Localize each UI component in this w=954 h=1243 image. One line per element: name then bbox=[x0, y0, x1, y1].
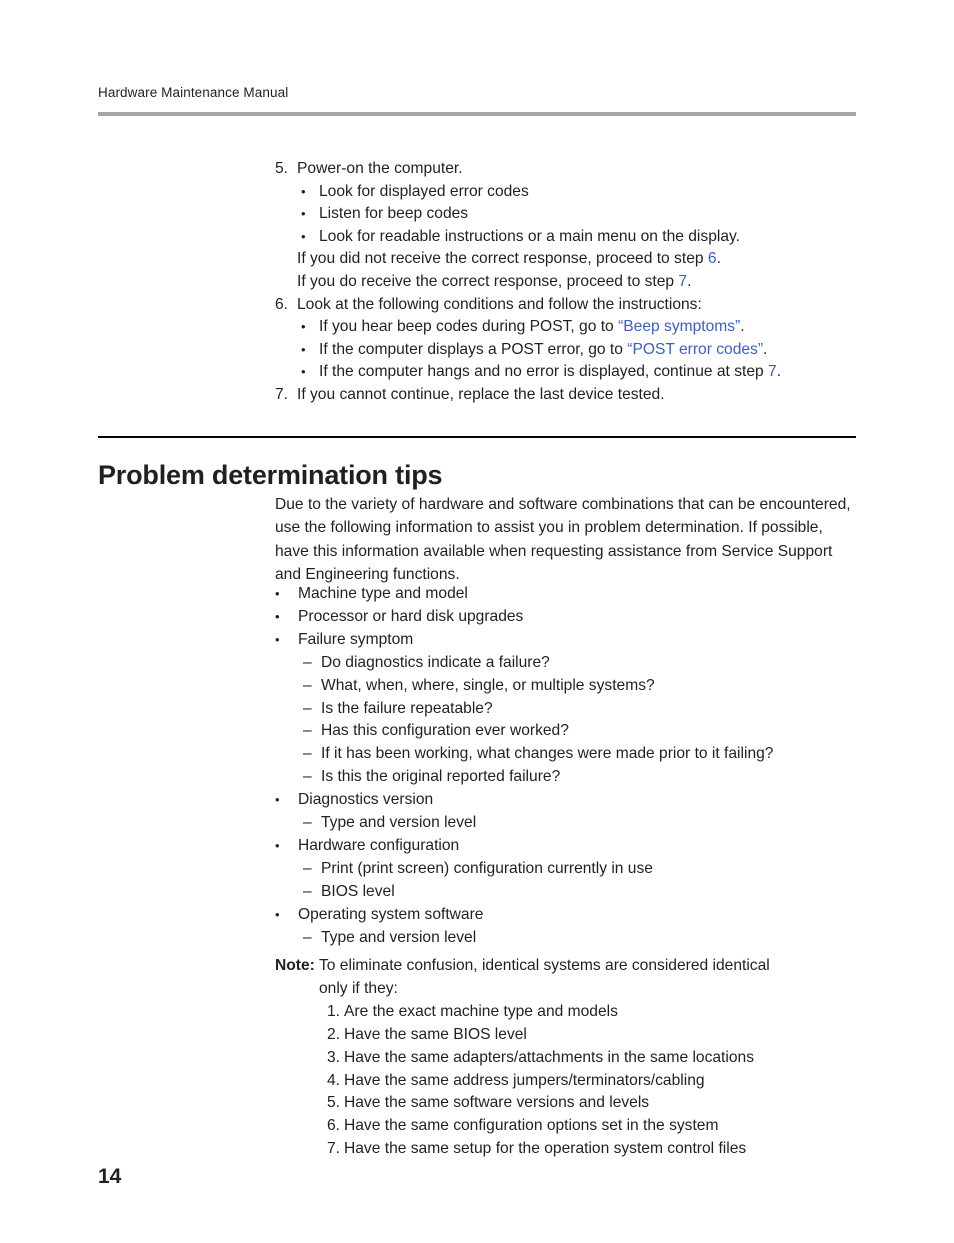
post-error-codes-link[interactable]: “POST error codes” bbox=[627, 340, 764, 358]
note-list-item bbox=[327, 1092, 860, 1115]
page-number: 14 bbox=[98, 1165, 122, 1188]
bullet-icon: • bbox=[301, 341, 306, 357]
list-item bbox=[275, 904, 860, 927]
sub-list-item bbox=[275, 858, 860, 881]
step-7-crossref-link[interactable]: 7 bbox=[678, 272, 688, 290]
bullet-icon: • bbox=[301, 364, 306, 380]
note-item-number: 3. bbox=[327, 1048, 341, 1066]
list-item bbox=[275, 294, 860, 384]
bullet-label bbox=[319, 361, 860, 384]
bullet-icon: • bbox=[301, 319, 306, 335]
note-text-line-1: To eliminate confusion, identical systems are considered identical bbox=[319, 957, 770, 974]
dash-icon: – bbox=[303, 676, 312, 694]
dash-icon: – bbox=[303, 928, 312, 946]
tip-label: Machine type and model bbox=[298, 585, 468, 602]
step-5-continuation-1 bbox=[275, 248, 860, 271]
bullet-text-prefix: If the computer hangs and no error is displayed, continue at step bbox=[319, 363, 769, 381]
step-5-continuation-2 bbox=[275, 271, 860, 294]
sub-list-item bbox=[275, 698, 860, 721]
note-item-number: 7. bbox=[327, 1140, 341, 1158]
intro-paragraph-block bbox=[275, 493, 857, 586]
bullet-icon: • bbox=[275, 906, 280, 922]
list-item bbox=[275, 606, 860, 629]
tip-label: Failure symptom bbox=[298, 630, 414, 648]
sub-item-label: Type and version level bbox=[321, 814, 477, 832]
step-7-row bbox=[275, 384, 860, 407]
note-item-label: Have the same BIOS level bbox=[344, 1025, 527, 1043]
tip-label: Diagnostics version bbox=[298, 791, 434, 809]
note-ordered-list bbox=[275, 1001, 860, 1161]
running-header: Hardware Maintenance Manual bbox=[98, 85, 289, 100]
step-5-bullet-2 bbox=[275, 203, 860, 226]
bullet-label bbox=[319, 339, 860, 362]
note-list-item bbox=[327, 1070, 860, 1093]
continuation-text: If you do receive the correct response, proceed to step bbox=[297, 272, 679, 290]
step-6-crossref-link[interactable]: 6 bbox=[707, 250, 717, 268]
dash-icon: – bbox=[303, 722, 312, 740]
sub-item-label: Print (print screen) configuration currently in use bbox=[321, 859, 653, 877]
note-item-number: 1. bbox=[327, 1002, 341, 1020]
step-6-text: Look at the following conditions and follow the instructions: bbox=[297, 295, 702, 313]
step-5-text: Power-on the computer. bbox=[297, 160, 463, 177]
bullet-icon: • bbox=[301, 228, 306, 244]
note-item-number: 2. bbox=[327, 1025, 341, 1043]
bullet-icon: • bbox=[301, 206, 306, 222]
bullet-label: Look for readable instructions or a main menu on the display. bbox=[319, 227, 740, 245]
sub-list-item bbox=[275, 743, 860, 766]
step-5-number: 5. bbox=[275, 160, 289, 177]
bullet-text-suffix: . bbox=[776, 363, 782, 381]
step-6-row bbox=[275, 294, 860, 317]
continuation-text: If you did not receive the correct response, proceed to step bbox=[297, 250, 708, 268]
beep-symptoms-link[interactable]: “Beep symptoms” bbox=[618, 318, 741, 336]
determination-tips-list bbox=[275, 583, 860, 950]
step-7-crossref-link[interactable]: 7 bbox=[768, 363, 777, 381]
list-item bbox=[275, 629, 860, 652]
bullet-icon: • bbox=[275, 608, 280, 624]
dash-icon: – bbox=[303, 859, 312, 877]
bullet-icon: • bbox=[275, 792, 280, 808]
note-item-label: Have the same configuration options set in the system bbox=[344, 1117, 719, 1135]
dash-icon: – bbox=[303, 745, 312, 763]
tip-label: Hardware configuration bbox=[298, 836, 460, 854]
sub-list-item bbox=[275, 927, 860, 950]
dash-icon: – bbox=[303, 814, 312, 832]
list-item bbox=[275, 835, 860, 858]
sub-list-item bbox=[275, 812, 860, 835]
step-5-bullet-3 bbox=[275, 226, 860, 249]
sub-item-label: Is the failure repeatable? bbox=[321, 699, 493, 717]
sub-list-item bbox=[275, 652, 860, 675]
page-title: Problem determination tips bbox=[98, 460, 443, 491]
heading-rule bbox=[98, 436, 856, 438]
step-5-row bbox=[275, 158, 860, 181]
note-list-item bbox=[327, 1047, 860, 1070]
step-6-bullet-2 bbox=[275, 339, 860, 362]
sub-list-item bbox=[275, 881, 860, 904]
intro-paragraph: Due to the variety of hardware and software combinations that can be encountered, use the following information to assist you in problem determination. If possible, have this information available when requesting assistance from Service Support and Engineering functions. bbox=[275, 496, 851, 583]
note-list-item bbox=[327, 1001, 860, 1024]
dash-icon: – bbox=[303, 699, 312, 717]
step-6-bullet-3 bbox=[275, 361, 860, 384]
note-item-number: 6. bbox=[327, 1117, 341, 1135]
note-item-label: Have the same adapters/attachments in the same locations bbox=[344, 1048, 754, 1066]
sub-item-label: Do diagnostics indicate a failure? bbox=[321, 653, 550, 671]
sub-item-label: Type and version level bbox=[321, 928, 477, 946]
dash-icon: – bbox=[303, 768, 312, 786]
bullet-text-suffix: . bbox=[763, 340, 768, 358]
sub-list-item bbox=[275, 675, 860, 698]
sub-list-item bbox=[275, 766, 860, 789]
note-item-label: Are the exact machine type and models bbox=[344, 1002, 618, 1020]
bullet-text-prefix: If you hear beep codes during POST, go to bbox=[319, 318, 619, 336]
bullet-label: Listen for beep codes bbox=[319, 205, 469, 223]
list-item bbox=[275, 158, 860, 294]
note-list-item bbox=[327, 1024, 860, 1047]
continuation-suffix: . bbox=[687, 272, 692, 290]
sub-item-label: If it has been working, what changes were made prior to it failing? bbox=[321, 745, 774, 763]
step-5-bullet-1 bbox=[275, 181, 860, 204]
tip-label: Operating system software bbox=[298, 905, 484, 923]
note-item-number: 4. bbox=[327, 1071, 341, 1089]
note-label: Note: bbox=[275, 957, 315, 974]
step-7-text: If you cannot continue, replace the last device tested. bbox=[297, 385, 665, 403]
list-item bbox=[275, 384, 860, 407]
bullet-text-suffix: . bbox=[740, 318, 745, 336]
note-header-row bbox=[275, 955, 860, 978]
tip-label: Processor or hard disk upgrades bbox=[298, 607, 524, 625]
note-text-line-2: only if they: bbox=[319, 979, 398, 997]
bullet-text-prefix: If the computer displays a POST error, go to bbox=[319, 340, 628, 358]
procedure-steps-list bbox=[275, 158, 860, 407]
bullet-icon: • bbox=[275, 837, 280, 853]
bullet-icon: • bbox=[275, 631, 280, 647]
continuation-suffix: . bbox=[716, 250, 721, 268]
step-6-bullet-1 bbox=[275, 316, 860, 339]
sub-item-label: Is this the original reported failure? bbox=[321, 768, 561, 786]
note-block bbox=[275, 955, 860, 1161]
step-6-number: 6. bbox=[275, 295, 289, 313]
bullet-label bbox=[319, 316, 860, 339]
sub-item-label: What, when, where, single, or multiple systems? bbox=[321, 676, 655, 694]
note-list-item bbox=[327, 1115, 860, 1138]
list-item bbox=[275, 789, 860, 812]
dash-icon: – bbox=[303, 882, 312, 900]
note-item-label: Have the same setup for the operation system control files bbox=[344, 1140, 747, 1158]
bullet-label: Look for displayed error codes bbox=[319, 182, 529, 200]
dash-icon: – bbox=[303, 653, 312, 671]
note-item-number: 5. bbox=[327, 1094, 341, 1112]
sub-list-item bbox=[275, 720, 860, 743]
list-item bbox=[275, 583, 860, 606]
note-item-label: Have the same software versions and levels bbox=[344, 1094, 650, 1112]
bullet-icon: • bbox=[301, 183, 306, 199]
sub-item-label: Has this configuration ever worked? bbox=[321, 722, 569, 740]
bullet-icon: • bbox=[275, 586, 280, 601]
sub-item-label: BIOS level bbox=[321, 882, 395, 900]
header-rule bbox=[98, 112, 856, 116]
step-7-number: 7. bbox=[275, 385, 289, 403]
note-item-label: Have the same address jumpers/terminators/cabling bbox=[344, 1071, 705, 1089]
note-list-item bbox=[327, 1138, 860, 1161]
